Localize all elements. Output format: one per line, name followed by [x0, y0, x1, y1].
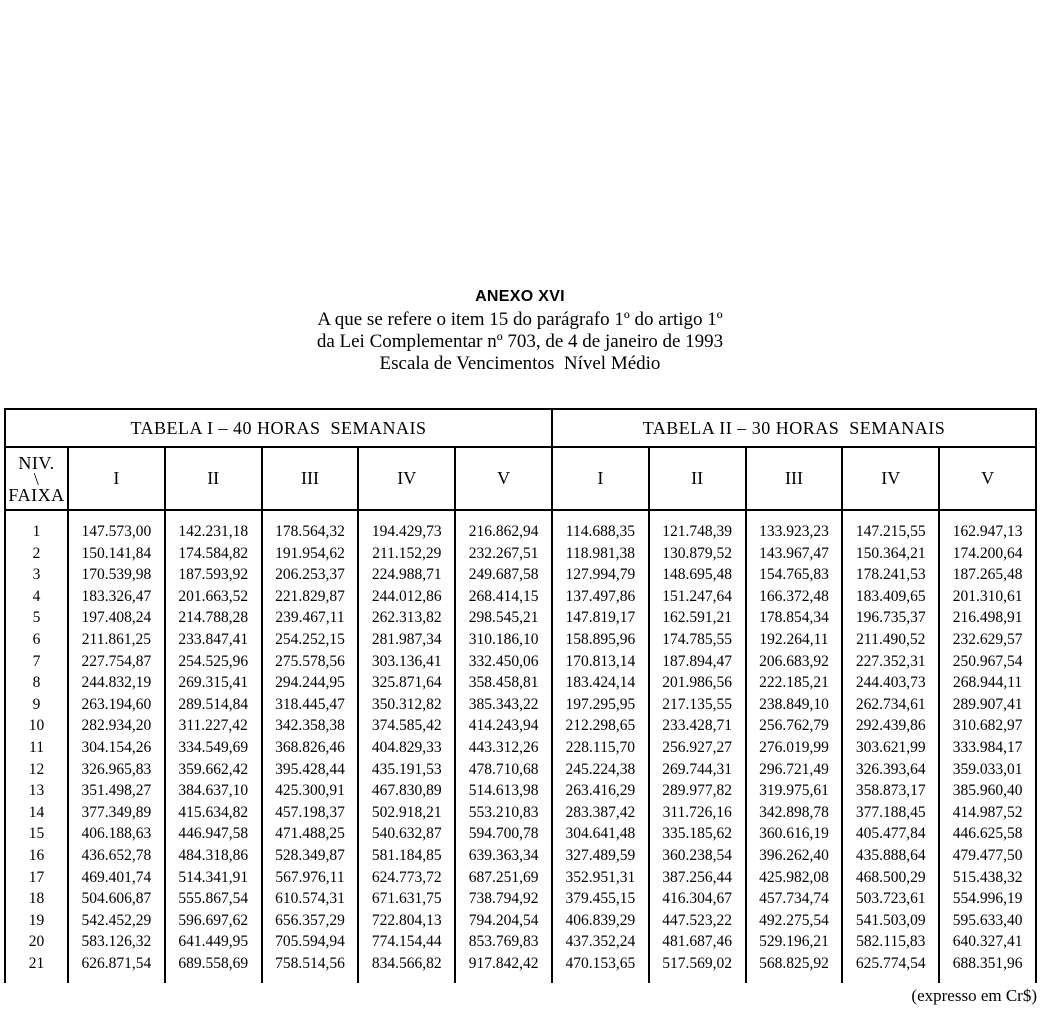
value-cell: 406.188,63	[68, 823, 165, 845]
value-cell: 304.154,26	[68, 737, 165, 759]
value-cell: 395.428,44	[262, 759, 359, 781]
value-cell: 256.927,27	[649, 737, 746, 759]
value-cell: 269.315,41	[165, 672, 262, 694]
value-cell: 758.514,56	[262, 953, 359, 984]
value-cell: 416.304,67	[649, 888, 746, 910]
column-header: III	[262, 447, 359, 510]
value-cell: 224.988,71	[358, 564, 455, 586]
table-row	[5, 651, 1036, 673]
value-cell: 327.489,59	[552, 845, 649, 867]
table-row	[5, 953, 1036, 984]
value-cell: 705.594,94	[262, 931, 359, 953]
value-cell: 269.744,31	[649, 759, 746, 781]
value-cell: 310.682,97	[939, 715, 1036, 737]
value-cell: 358.458,81	[455, 672, 552, 694]
value-cell: 244.012,86	[358, 586, 455, 608]
value-cell: 217.135,55	[649, 694, 746, 716]
niv-cell: 3	[5, 564, 68, 586]
value-cell: 568.825,92	[746, 953, 843, 984]
value-cell: 332.450,06	[455, 651, 552, 673]
niv-cell: 16	[5, 845, 68, 867]
value-cell: 114.688,35	[552, 510, 649, 543]
value-cell: 504.606,87	[68, 888, 165, 910]
value-cell: 738.794,92	[455, 888, 552, 910]
table-row	[5, 867, 1036, 889]
table-row	[5, 931, 1036, 953]
value-cell: 517.569,02	[649, 953, 746, 984]
value-cell: 377.349,89	[68, 802, 165, 824]
value-cell: 170.539,98	[68, 564, 165, 586]
value-cell: 553.210,83	[455, 802, 552, 824]
value-cell: 688.351,96	[939, 953, 1036, 984]
value-cell: 227.352,31	[842, 651, 939, 673]
value-cell: 610.574,31	[262, 888, 359, 910]
value-cell: 722.804,13	[358, 910, 455, 932]
value-cell: 641.449,95	[165, 931, 262, 953]
salary-table	[4, 408, 1037, 983]
corner-line: \	[33, 468, 40, 489]
niv-cell: 12	[5, 759, 68, 781]
value-cell: 222.185,21	[746, 672, 843, 694]
value-cell: 414.243,94	[455, 715, 552, 737]
title-block	[0, 0, 1040, 375]
niv-cell: 4	[5, 586, 68, 608]
value-cell: 178.854,34	[746, 607, 843, 629]
value-cell: 484.318,86	[165, 845, 262, 867]
value-cell: 158.895,96	[552, 629, 649, 651]
niv-cell: 21	[5, 953, 68, 984]
niv-cell: 9	[5, 694, 68, 716]
value-cell: 187.593,92	[165, 564, 262, 586]
value-cell: 147.215,55	[842, 510, 939, 543]
value-cell: 130.879,52	[649, 543, 746, 565]
value-cell: 174.584,82	[165, 543, 262, 565]
value-cell: 656.357,29	[262, 910, 359, 932]
niv-cell: 8	[5, 672, 68, 694]
value-cell: 268.414,15	[455, 586, 552, 608]
value-cell: 233.428,71	[649, 715, 746, 737]
value-cell: 469.401,74	[68, 867, 165, 889]
value-cell: 567.976,11	[262, 867, 359, 889]
niv-cell: 15	[5, 823, 68, 845]
value-cell: 133.923,23	[746, 510, 843, 543]
value-cell: 211.490,52	[842, 629, 939, 651]
value-cell: 415.634,82	[165, 802, 262, 824]
value-cell: 471.488,25	[262, 823, 359, 845]
value-cell: 425.300,91	[262, 780, 359, 802]
value-cell: 311.726,16	[649, 802, 746, 824]
value-cell: 150.364,21	[842, 543, 939, 565]
value-cell: 326.393,64	[842, 759, 939, 781]
value-cell: 151.247,64	[649, 586, 746, 608]
value-cell: 216.862,94	[455, 510, 552, 543]
niv-cell: 1	[5, 510, 68, 543]
value-cell: 201.986,56	[649, 672, 746, 694]
column-header: I	[68, 447, 165, 510]
niv-cell: 7	[5, 651, 68, 673]
value-cell: 187.894,47	[649, 651, 746, 673]
value-cell: 470.153,65	[552, 953, 649, 984]
value-cell: 406.839,29	[552, 910, 649, 932]
value-cell: 192.264,11	[746, 629, 843, 651]
value-cell: 244.403,73	[842, 672, 939, 694]
subtitle-line: A que se refere o item 15 do parágrafo 1º do artigo 1º	[317, 309, 723, 330]
value-cell: 437.352,24	[552, 931, 649, 953]
value-cell: 127.994,79	[552, 564, 649, 586]
value-cell: 310.186,10	[455, 629, 552, 651]
value-cell: 303.136,41	[358, 651, 455, 673]
value-cell: 214.788,28	[165, 607, 262, 629]
column-header-row	[5, 447, 1036, 510]
value-cell: 281.987,34	[358, 629, 455, 651]
value-cell: 594.700,78	[455, 823, 552, 845]
value-cell: 689.558,69	[165, 953, 262, 984]
value-cell: 256.762,79	[746, 715, 843, 737]
value-cell: 206.683,92	[746, 651, 843, 673]
value-cell: 268.944,11	[939, 672, 1036, 694]
tabela-2-header: TABELA II – 30 HORAS SEMANAIS	[552, 409, 1036, 447]
value-cell: 221.829,87	[262, 586, 359, 608]
value-cell: 479.477,50	[939, 845, 1036, 867]
value-cell: 542.452,29	[68, 910, 165, 932]
value-cell: 379.455,15	[552, 888, 649, 910]
value-cell: 515.438,32	[939, 867, 1036, 889]
value-cell: 262.313,82	[358, 607, 455, 629]
table-body	[5, 409, 1036, 983]
value-cell: 211.861,25	[68, 629, 165, 651]
value-cell: 853.769,83	[455, 931, 552, 953]
table-row	[5, 543, 1036, 565]
value-cell: 446.947,58	[165, 823, 262, 845]
value-cell: 359.033,01	[939, 759, 1036, 781]
value-cell: 359.662,42	[165, 759, 262, 781]
value-cell: 671.631,75	[358, 888, 455, 910]
value-cell: 174.200,64	[939, 543, 1036, 565]
value-cell: 352.951,31	[552, 867, 649, 889]
corner-header	[5, 447, 68, 510]
value-cell: 414.987,52	[939, 802, 1036, 824]
value-cell: 457.198,37	[262, 802, 359, 824]
value-cell: 384.637,10	[165, 780, 262, 802]
page-title: ANEXO XVI	[475, 288, 565, 305]
value-cell: 121.748,39	[649, 510, 746, 543]
value-cell: 595.633,40	[939, 910, 1036, 932]
currency-footnote: (expresso em Cr$)	[911, 986, 1037, 1006]
value-cell: 183.326,47	[68, 586, 165, 608]
value-cell: 283.387,42	[552, 802, 649, 824]
value-cell: 360.616,19	[746, 823, 843, 845]
niv-cell: 19	[5, 910, 68, 932]
value-cell: 289.514,84	[165, 694, 262, 716]
column-header: II	[649, 447, 746, 510]
value-cell: 582.115,83	[842, 931, 939, 953]
value-cell: 212.298,65	[552, 715, 649, 737]
subtitle-line: Escala de Vencimentos Nível Médio	[379, 353, 661, 374]
table-row	[5, 910, 1036, 932]
value-cell: 385.343,22	[455, 694, 552, 716]
value-cell: 250.967,54	[939, 651, 1036, 673]
value-cell: 443.312,26	[455, 737, 552, 759]
value-cell: 596.697,62	[165, 910, 262, 932]
niv-cell: 11	[5, 737, 68, 759]
subtitle-line: da Lei Complementar nº 703, de 4 de janeiro de 1993	[316, 331, 724, 352]
value-cell: 514.341,91	[165, 867, 262, 889]
table-row	[5, 694, 1036, 716]
value-cell: 318.445,47	[262, 694, 359, 716]
table-row	[5, 607, 1036, 629]
value-cell: 275.578,56	[262, 651, 359, 673]
value-cell: 118.981,38	[552, 543, 649, 565]
niv-cell: 14	[5, 802, 68, 824]
value-cell: 263.416,29	[552, 780, 649, 802]
value-cell: 292.439,86	[842, 715, 939, 737]
value-cell: 289.977,82	[649, 780, 746, 802]
value-cell: 183.424,14	[552, 672, 649, 694]
value-cell: 640.327,41	[939, 931, 1036, 953]
value-cell: 197.408,24	[68, 607, 165, 629]
value-cell: 457.734,74	[746, 888, 843, 910]
tabela-1-header: TABELA I – 40 HORAS SEMANAIS	[5, 409, 552, 447]
value-cell: 625.774,54	[842, 953, 939, 984]
value-cell: 228.115,70	[552, 737, 649, 759]
value-cell: 194.429,73	[358, 510, 455, 543]
value-cell: 249.687,58	[455, 564, 552, 586]
value-cell: 289.907,41	[939, 694, 1036, 716]
value-cell: 385.960,40	[939, 780, 1036, 802]
value-cell: 303.621,99	[842, 737, 939, 759]
value-cell: 368.826,46	[262, 737, 359, 759]
value-cell: 206.253,37	[262, 564, 359, 586]
table-row	[5, 845, 1036, 867]
table-row	[5, 888, 1036, 910]
value-cell: 529.196,21	[746, 931, 843, 953]
value-cell: 191.954,62	[262, 543, 359, 565]
table-row	[5, 759, 1036, 781]
value-cell: 233.847,41	[165, 629, 262, 651]
value-cell: 583.126,32	[68, 931, 165, 953]
value-cell: 196.735,37	[842, 607, 939, 629]
value-cell: 178.241,53	[842, 564, 939, 586]
value-cell: 404.829,33	[358, 737, 455, 759]
column-header: V	[939, 447, 1036, 510]
value-cell: 834.566,82	[358, 953, 455, 984]
value-cell: 150.141,84	[68, 543, 165, 565]
value-cell: 342.898,78	[746, 802, 843, 824]
column-header: IV	[358, 447, 455, 510]
niv-cell: 13	[5, 780, 68, 802]
value-cell: 481.687,46	[649, 931, 746, 953]
value-cell: 467.830,89	[358, 780, 455, 802]
value-cell: 639.363,34	[455, 845, 552, 867]
value-cell: 774.154,44	[358, 931, 455, 953]
value-cell: 232.629,57	[939, 629, 1036, 651]
value-cell: 554.996,19	[939, 888, 1036, 910]
column-header: II	[165, 447, 262, 510]
column-header: III	[746, 447, 843, 510]
value-cell: 263.194,60	[68, 694, 165, 716]
value-cell: 147.819,17	[552, 607, 649, 629]
value-cell: 358.873,17	[842, 780, 939, 802]
value-cell: 298.545,21	[455, 607, 552, 629]
value-cell: 555.867,54	[165, 888, 262, 910]
value-cell: 502.918,21	[358, 802, 455, 824]
value-cell: 468.500,29	[842, 867, 939, 889]
value-cell: 624.773,72	[358, 867, 455, 889]
table-row	[5, 586, 1036, 608]
table-row	[5, 715, 1036, 737]
value-cell: 342.358,38	[262, 715, 359, 737]
value-cell: 687.251,69	[455, 867, 552, 889]
value-cell: 478.710,68	[455, 759, 552, 781]
niv-cell: 10	[5, 715, 68, 737]
value-cell: 294.244,95	[262, 672, 359, 694]
table-row	[5, 737, 1036, 759]
value-cell: 170.813,14	[552, 651, 649, 673]
value-cell: 147.573,00	[68, 510, 165, 543]
value-cell: 254.252,15	[262, 629, 359, 651]
value-cell: 142.231,18	[165, 510, 262, 543]
value-cell: 227.754,87	[68, 651, 165, 673]
value-cell: 360.238,54	[649, 845, 746, 867]
value-cell: 541.503,09	[842, 910, 939, 932]
niv-cell: 2	[5, 543, 68, 565]
value-cell: 794.204,54	[455, 910, 552, 932]
value-cell: 374.585,42	[358, 715, 455, 737]
value-cell: 377.188,45	[842, 802, 939, 824]
table-row	[5, 672, 1036, 694]
niv-cell: 6	[5, 629, 68, 651]
value-cell: 254.525,96	[165, 651, 262, 673]
table-row	[5, 629, 1036, 651]
table-row	[5, 802, 1036, 824]
value-cell: 137.497,86	[552, 586, 649, 608]
value-cell: 351.498,27	[68, 780, 165, 802]
value-cell: 239.467,11	[262, 607, 359, 629]
corner-line: NIV.	[18, 452, 55, 473]
table-row	[5, 510, 1036, 543]
value-cell: 201.663,52	[165, 586, 262, 608]
value-cell: 581.184,85	[358, 845, 455, 867]
value-cell: 187.265,48	[939, 564, 1036, 586]
value-cell: 492.275,54	[746, 910, 843, 932]
value-cell: 183.409,65	[842, 586, 939, 608]
value-cell: 245.224,38	[552, 759, 649, 781]
niv-cell: 17	[5, 867, 68, 889]
value-cell: 162.591,21	[649, 607, 746, 629]
value-cell: 435.888,64	[842, 845, 939, 867]
value-cell: 326.965,83	[68, 759, 165, 781]
value-cell: 436.652,78	[68, 845, 165, 867]
value-cell: 514.613,98	[455, 780, 552, 802]
table-row	[5, 780, 1036, 802]
column-header: IV	[842, 447, 939, 510]
niv-cell: 18	[5, 888, 68, 910]
table-row	[5, 564, 1036, 586]
value-cell: 387.256,44	[649, 867, 746, 889]
value-cell: 447.523,22	[649, 910, 746, 932]
value-cell: 244.832,19	[68, 672, 165, 694]
niv-cell: 20	[5, 931, 68, 953]
value-cell: 405.477,84	[842, 823, 939, 845]
value-cell: 335.185,62	[649, 823, 746, 845]
value-cell: 148.695,48	[649, 564, 746, 586]
value-cell: 211.152,29	[358, 543, 455, 565]
value-cell: 238.849,10	[746, 694, 843, 716]
value-cell: 262.734,61	[842, 694, 939, 716]
table-row	[5, 823, 1036, 845]
value-cell: 396.262,40	[746, 845, 843, 867]
value-cell: 304.641,48	[552, 823, 649, 845]
value-cell: 425.982,08	[746, 867, 843, 889]
value-cell: 311.227,42	[165, 715, 262, 737]
value-cell: 178.564,32	[262, 510, 359, 543]
value-cell: 319.975,61	[746, 780, 843, 802]
value-cell: 446.625,58	[939, 823, 1036, 845]
value-cell: 282.934,20	[68, 715, 165, 737]
value-cell: 540.632,87	[358, 823, 455, 845]
value-cell: 162.947,13	[939, 510, 1036, 543]
value-cell: 503.723,61	[842, 888, 939, 910]
value-cell: 216.498,91	[939, 607, 1036, 629]
value-cell: 325.871,64	[358, 672, 455, 694]
value-cell: 201.310,61	[939, 586, 1036, 608]
group-header-row	[5, 409, 1036, 447]
value-cell: 626.871,54	[68, 953, 165, 984]
value-cell: 296.721,49	[746, 759, 843, 781]
value-cell: 435.191,53	[358, 759, 455, 781]
value-cell: 154.765,83	[746, 564, 843, 586]
value-cell: 174.785,55	[649, 629, 746, 651]
column-header: V	[455, 447, 552, 510]
corner-line: FAIXA	[8, 484, 65, 505]
column-header: I	[552, 447, 649, 510]
value-cell: 917.842,42	[455, 953, 552, 984]
niv-cell: 5	[5, 607, 68, 629]
value-cell: 350.312,82	[358, 694, 455, 716]
value-cell: 143.967,47	[746, 543, 843, 565]
value-cell: 166.372,48	[746, 586, 843, 608]
value-cell: 232.267,51	[455, 543, 552, 565]
value-cell: 276.019,99	[746, 737, 843, 759]
value-cell: 333.984,17	[939, 737, 1036, 759]
value-cell: 197.295,95	[552, 694, 649, 716]
value-cell: 334.549,69	[165, 737, 262, 759]
value-cell: 528.349,87	[262, 845, 359, 867]
